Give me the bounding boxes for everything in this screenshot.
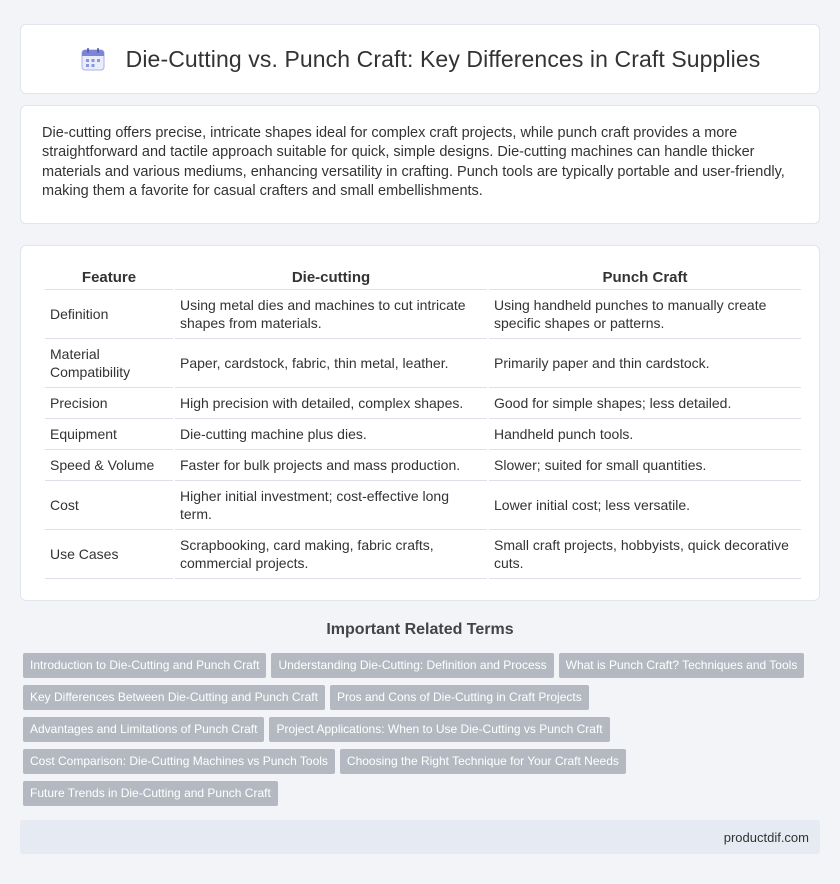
punch-craft-cell: Using handheld punches to manually create specific shapes or patterns. bbox=[489, 290, 801, 339]
related-terms-list bbox=[23, 653, 823, 813]
related-term-link[interactable]: Project Applications: When to Use Die-Cutting vs Punch Craft bbox=[269, 717, 609, 742]
related-term-link[interactable]: Pros and Cons of Die-Cutting in Craft Projects bbox=[330, 685, 589, 710]
table-row bbox=[45, 419, 801, 450]
table-header-row bbox=[45, 268, 801, 290]
punch-craft-cell: Handheld punch tools. bbox=[489, 419, 801, 450]
related-term-link[interactable]: Cost Comparison: Die-Cutting Machines vs Punch Tools bbox=[23, 749, 335, 774]
related-terms-title: Important Related Terms bbox=[326, 621, 514, 638]
related-term-link[interactable]: Choosing the Right Technique for Your Craft Needs bbox=[340, 749, 626, 774]
feature-cell: Definition bbox=[45, 290, 173, 339]
punch-craft-cell: Slower; suited for small quantities. bbox=[489, 450, 801, 481]
intro-card bbox=[20, 105, 820, 224]
related-term-link[interactable]: Advantages and Limitations of Punch Craft bbox=[23, 717, 264, 742]
table-row bbox=[45, 450, 801, 481]
related-term-link[interactable]: Understanding Die-Cutting: Definition and Process bbox=[271, 653, 553, 678]
die-cutting-cell: Using metal dies and machines to cut intricate shapes from materials. bbox=[175, 290, 487, 339]
column-header-die-cutting: Die-cutting bbox=[175, 268, 487, 290]
related-term-link[interactable]: Introduction to Die-Cutting and Punch Craft bbox=[23, 653, 266, 678]
feature-cell: Precision bbox=[45, 388, 173, 419]
feature-cell: Use Cases bbox=[45, 530, 173, 579]
die-cutting-cell: Die-cutting machine plus dies. bbox=[175, 419, 487, 450]
table-row bbox=[45, 339, 801, 388]
table-row bbox=[45, 481, 801, 530]
footer bbox=[20, 820, 820, 854]
related-term-link[interactable]: What is Punch Craft? Techniques and Tools bbox=[559, 653, 805, 678]
die-cutting-cell: Scrapbooking, card making, fabric crafts, commercial projects. bbox=[175, 530, 487, 579]
punch-craft-cell: Primarily paper and thin cardstock. bbox=[489, 339, 801, 388]
related-term-link[interactable]: Key Differences Between Die-Cutting and Punch Craft bbox=[23, 685, 325, 710]
comparison-table bbox=[43, 268, 803, 579]
comparison-table-card bbox=[20, 245, 820, 601]
die-cutting-cell: High precision with detailed, complex shapes. bbox=[175, 388, 487, 419]
punch-craft-cell: Lower initial cost; less versatile. bbox=[489, 481, 801, 530]
column-header-feature: Feature bbox=[45, 268, 173, 290]
feature-cell: Speed & Volume bbox=[45, 450, 173, 481]
die-cutting-cell: Higher initial investment; cost-effective long term. bbox=[175, 481, 487, 530]
table-row bbox=[45, 388, 801, 419]
punch-craft-cell: Small craft projects, hobbyists, quick decorative cuts. bbox=[489, 530, 801, 579]
calendar-icon bbox=[80, 46, 106, 72]
page-title: Die-Cutting vs. Punch Craft: Key Differences in Craft Supplies bbox=[125, 45, 761, 72]
die-cutting-cell: Faster for bulk projects and mass production. bbox=[175, 450, 487, 481]
table-row bbox=[45, 290, 801, 339]
intro-paragraph: Die-cutting offers precise, intricate shapes ideal for complex craft projects, while punch craft provides a more straightforward and tactile approach suitable for quick, simple designs. Die-cutting machines can handle thicker materials and various mediums, enhancing versatility in crafting. Punch tools are typically portable and user-friendly, making them a favorite for casual crafters and small embellishments. bbox=[42, 125, 785, 200]
die-cutting-cell: Paper, cardstock, fabric, thin metal, leather. bbox=[175, 339, 487, 388]
header bbox=[80, 46, 761, 73]
feature-cell: Cost bbox=[45, 481, 173, 530]
punch-craft-cell: Good for simple shapes; less detailed. bbox=[489, 388, 801, 419]
feature-cell: Material Compatibility bbox=[45, 339, 173, 388]
related-term-link[interactable]: Future Trends in Die-Cutting and Punch Craft bbox=[23, 781, 278, 806]
column-header-punch-craft: Punch Craft bbox=[489, 268, 801, 290]
footer-site-name: productdif.com bbox=[723, 829, 809, 845]
table-row bbox=[45, 530, 801, 579]
feature-cell: Equipment bbox=[45, 419, 173, 450]
header-card bbox=[20, 24, 820, 94]
